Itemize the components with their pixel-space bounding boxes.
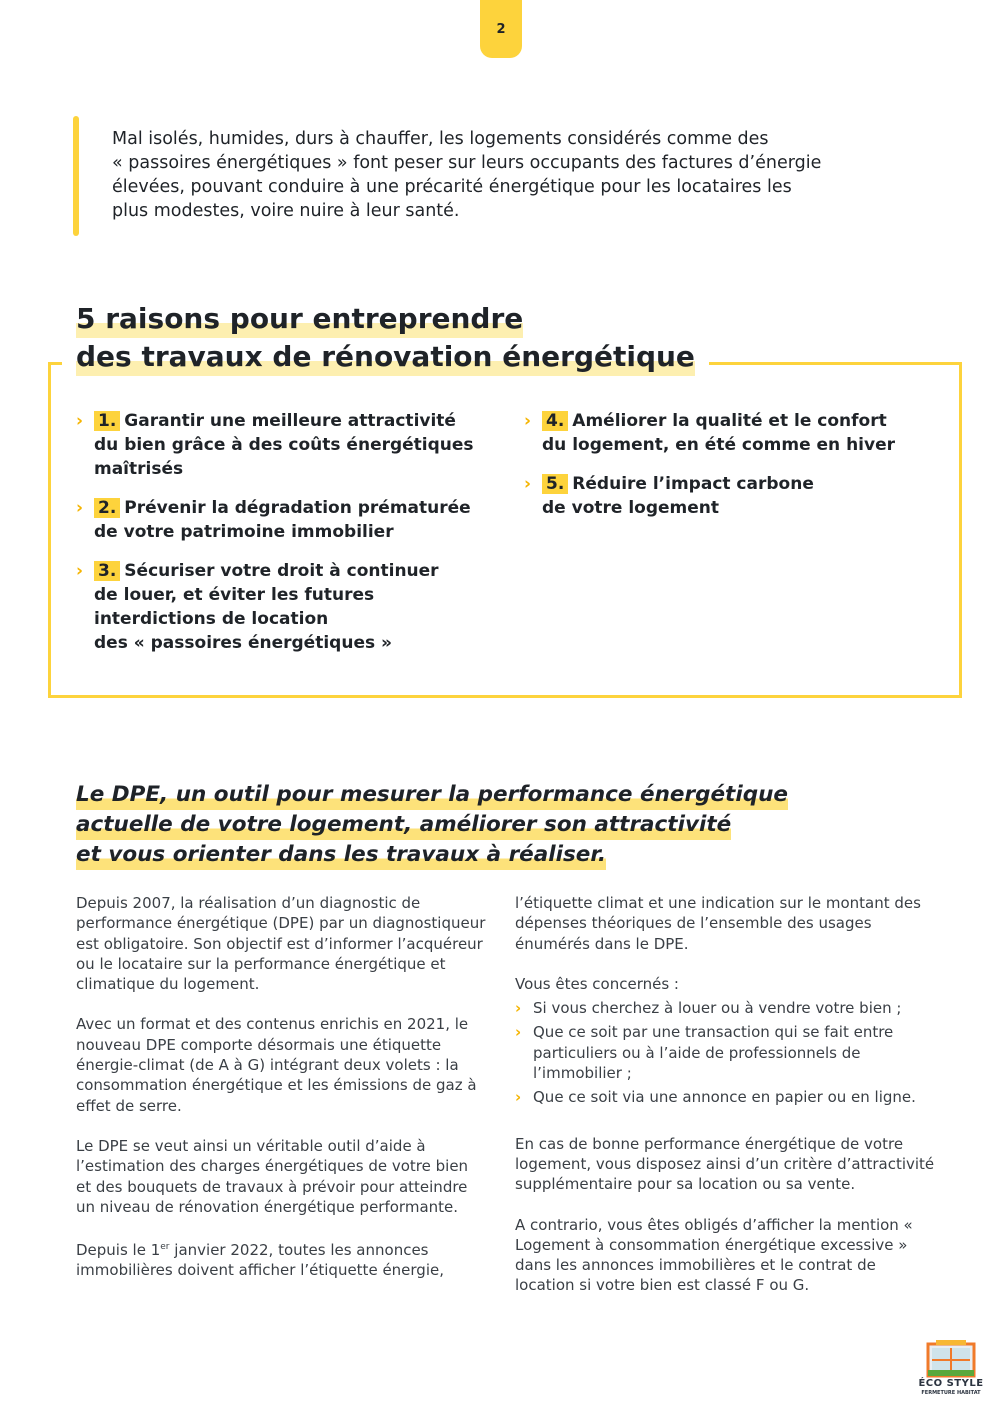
page-number: 2: [496, 21, 506, 37]
chevron-right-icon: ›: [76, 561, 84, 581]
reason-number: 1.: [94, 411, 120, 431]
chevron-right-icon: ›: [515, 999, 522, 1018]
concerned-label: Vous êtes concernés :: [515, 974, 679, 993]
dpe-section-title: [76, 780, 936, 870]
dpe-paragraph: Depuis 2007, la réalisation d’un diagnostic de performance énergétique (DPE) par un diagnostiqueur est obligatoire. Son objectif est d’informer l’acquéreur ou le locataire sur la performance énergétique et climatique du logement.: [76, 894, 486, 994]
dpe-superscript: er: [160, 1242, 170, 1253]
chevron-right-icon: ›: [524, 474, 532, 494]
list-item-text: Que ce soit par une transaction qui se fait entre particuliers ou à l’aide de professionnels de l’immobilier ;: [533, 1023, 894, 1083]
reason-text: Améliorer la qualité et le confort: [572, 411, 887, 431]
dpe-title-line: Le DPE, un outil pour mesurer la performance énergétique: [76, 780, 788, 810]
reason-text: maîtrisés: [94, 459, 184, 479]
intro-paragraph: [112, 127, 912, 223]
intro-line: Mal isolés, humides, durs à chauffer, les logements considérés comme des: [112, 129, 769, 149]
intro-line: élevées, pouvant conduire à une précarité énergétique pour les locataires les: [112, 177, 792, 197]
dpe-title-line: actuelle de votre logement, améliorer son attractivité: [76, 810, 731, 840]
reason-text: du bien grâce à des coûts énergétiques: [94, 435, 474, 455]
list-item: [515, 1087, 935, 1107]
house-window-icon: [916, 1340, 986, 1378]
dpe-text: janvier 2022, toutes les annonces immobilières doivent afficher l’étiquette énergie,: [76, 1241, 444, 1280]
reason-text: Sécuriser votre droit à continuer: [124, 561, 439, 581]
intro-accent-bar: [73, 116, 79, 236]
reasons-title: [62, 300, 709, 376]
dpe-paragraph: A contrario, vous êtes obligés d’afficher la mention « Logement à consommation énergétique excessive » dans les annonces immobilières et le contrat de location si votre bien est classé F ou G.: [515, 1215, 913, 1295]
reason-item-4: [524, 409, 895, 457]
eco-style-logo: [916, 1340, 986, 1400]
reason-item-3: [76, 559, 439, 655]
concerned-list: [515, 998, 935, 1107]
dpe-text: Depuis le 1: [76, 1241, 161, 1260]
reason-item-1: [76, 409, 474, 481]
reason-text: Réduire l’impact carbone: [572, 474, 814, 494]
reason-text: de votre patrimoine immobilier: [94, 522, 394, 542]
list-item: [515, 1022, 935, 1083]
reason-number: 4.: [542, 411, 568, 431]
dpe-column-left: [76, 893, 486, 1301]
reason-number: 5.: [542, 474, 568, 494]
chevron-right-icon: ›: [515, 1088, 522, 1107]
list-item-text: Si vous cherchez à louer ou à vendre votre bien ;: [533, 999, 902, 1018]
chevron-right-icon: ›: [524, 411, 532, 431]
reason-text: du logement, en été comme en hiver: [542, 435, 896, 455]
chevron-right-icon: ›: [515, 1023, 522, 1042]
dpe-paragraph: [76, 1237, 486, 1281]
dpe-column-right: [515, 893, 935, 1316]
reason-text: des « passoires énergétiques »: [94, 633, 392, 653]
reason-number: 3.: [94, 561, 120, 581]
dpe-paragraph: Avec un format et des contenus enrichis en 2021, le nouveau DPE comporte désormais une étiquette énergie-climat (de A à G) intégrant deux volets : la consommation énergétique et les émissions de gaz à effet de serre.: [76, 1015, 477, 1115]
reason-text: Prévenir la dégradation prématurée: [124, 498, 471, 518]
chevron-right-icon: ›: [76, 411, 84, 431]
reason-text: interdictions de location: [94, 609, 329, 629]
reasons-title-line: 5 raisons pour entreprendre: [76, 300, 523, 338]
list-item-text: Que ce soit via une annonce en papier ou en ligne.: [533, 1088, 916, 1107]
dpe-paragraph: l’étiquette climat et une indication sur le montant des dépenses théoriques de l’ensemble des usages énumérés dans le DPE.: [515, 894, 921, 953]
page-number-tab: [480, 0, 522, 58]
intro-line: plus modestes, voire nuire à leur santé.: [112, 201, 460, 221]
chevron-right-icon: ›: [76, 498, 84, 518]
reasons-title-line: des travaux de rénovation énergétique: [76, 338, 695, 376]
reason-number: 2.: [94, 498, 120, 518]
reason-text: de votre logement: [542, 498, 720, 518]
dpe-title-line: et vous orienter dans les travaux à réaliser.: [76, 840, 606, 870]
logo-name: ÉCO STYLE: [918, 1378, 984, 1389]
reason-item-5: [524, 472, 814, 520]
dpe-paragraph: En cas de bonne performance énergétique de votre logement, vous disposez ainsi d’un critère d’attractivité supplémentaire pour sa location ou sa vente.: [515, 1134, 935, 1194]
dpe-paragraph: Le DPE se veut ainsi un véritable outil d’aide à l’estimation des charges énergétiques de votre bien et des bouquets de travaux à prévoir pour atteindre un niveau de rénovation énergétique performante.: [76, 1136, 469, 1216]
reason-item-2: [76, 496, 471, 544]
logo-tagline: FERMETURE HABITAT: [921, 1390, 981, 1396]
reason-text: Garantir une meilleure attractivité: [124, 411, 456, 431]
intro-line: « passoires énergétiques » font peser sur leurs occupants des factures d’énergie: [112, 153, 822, 173]
reason-text: de louer, et éviter les futures: [94, 585, 375, 605]
list-item: [515, 998, 935, 1018]
